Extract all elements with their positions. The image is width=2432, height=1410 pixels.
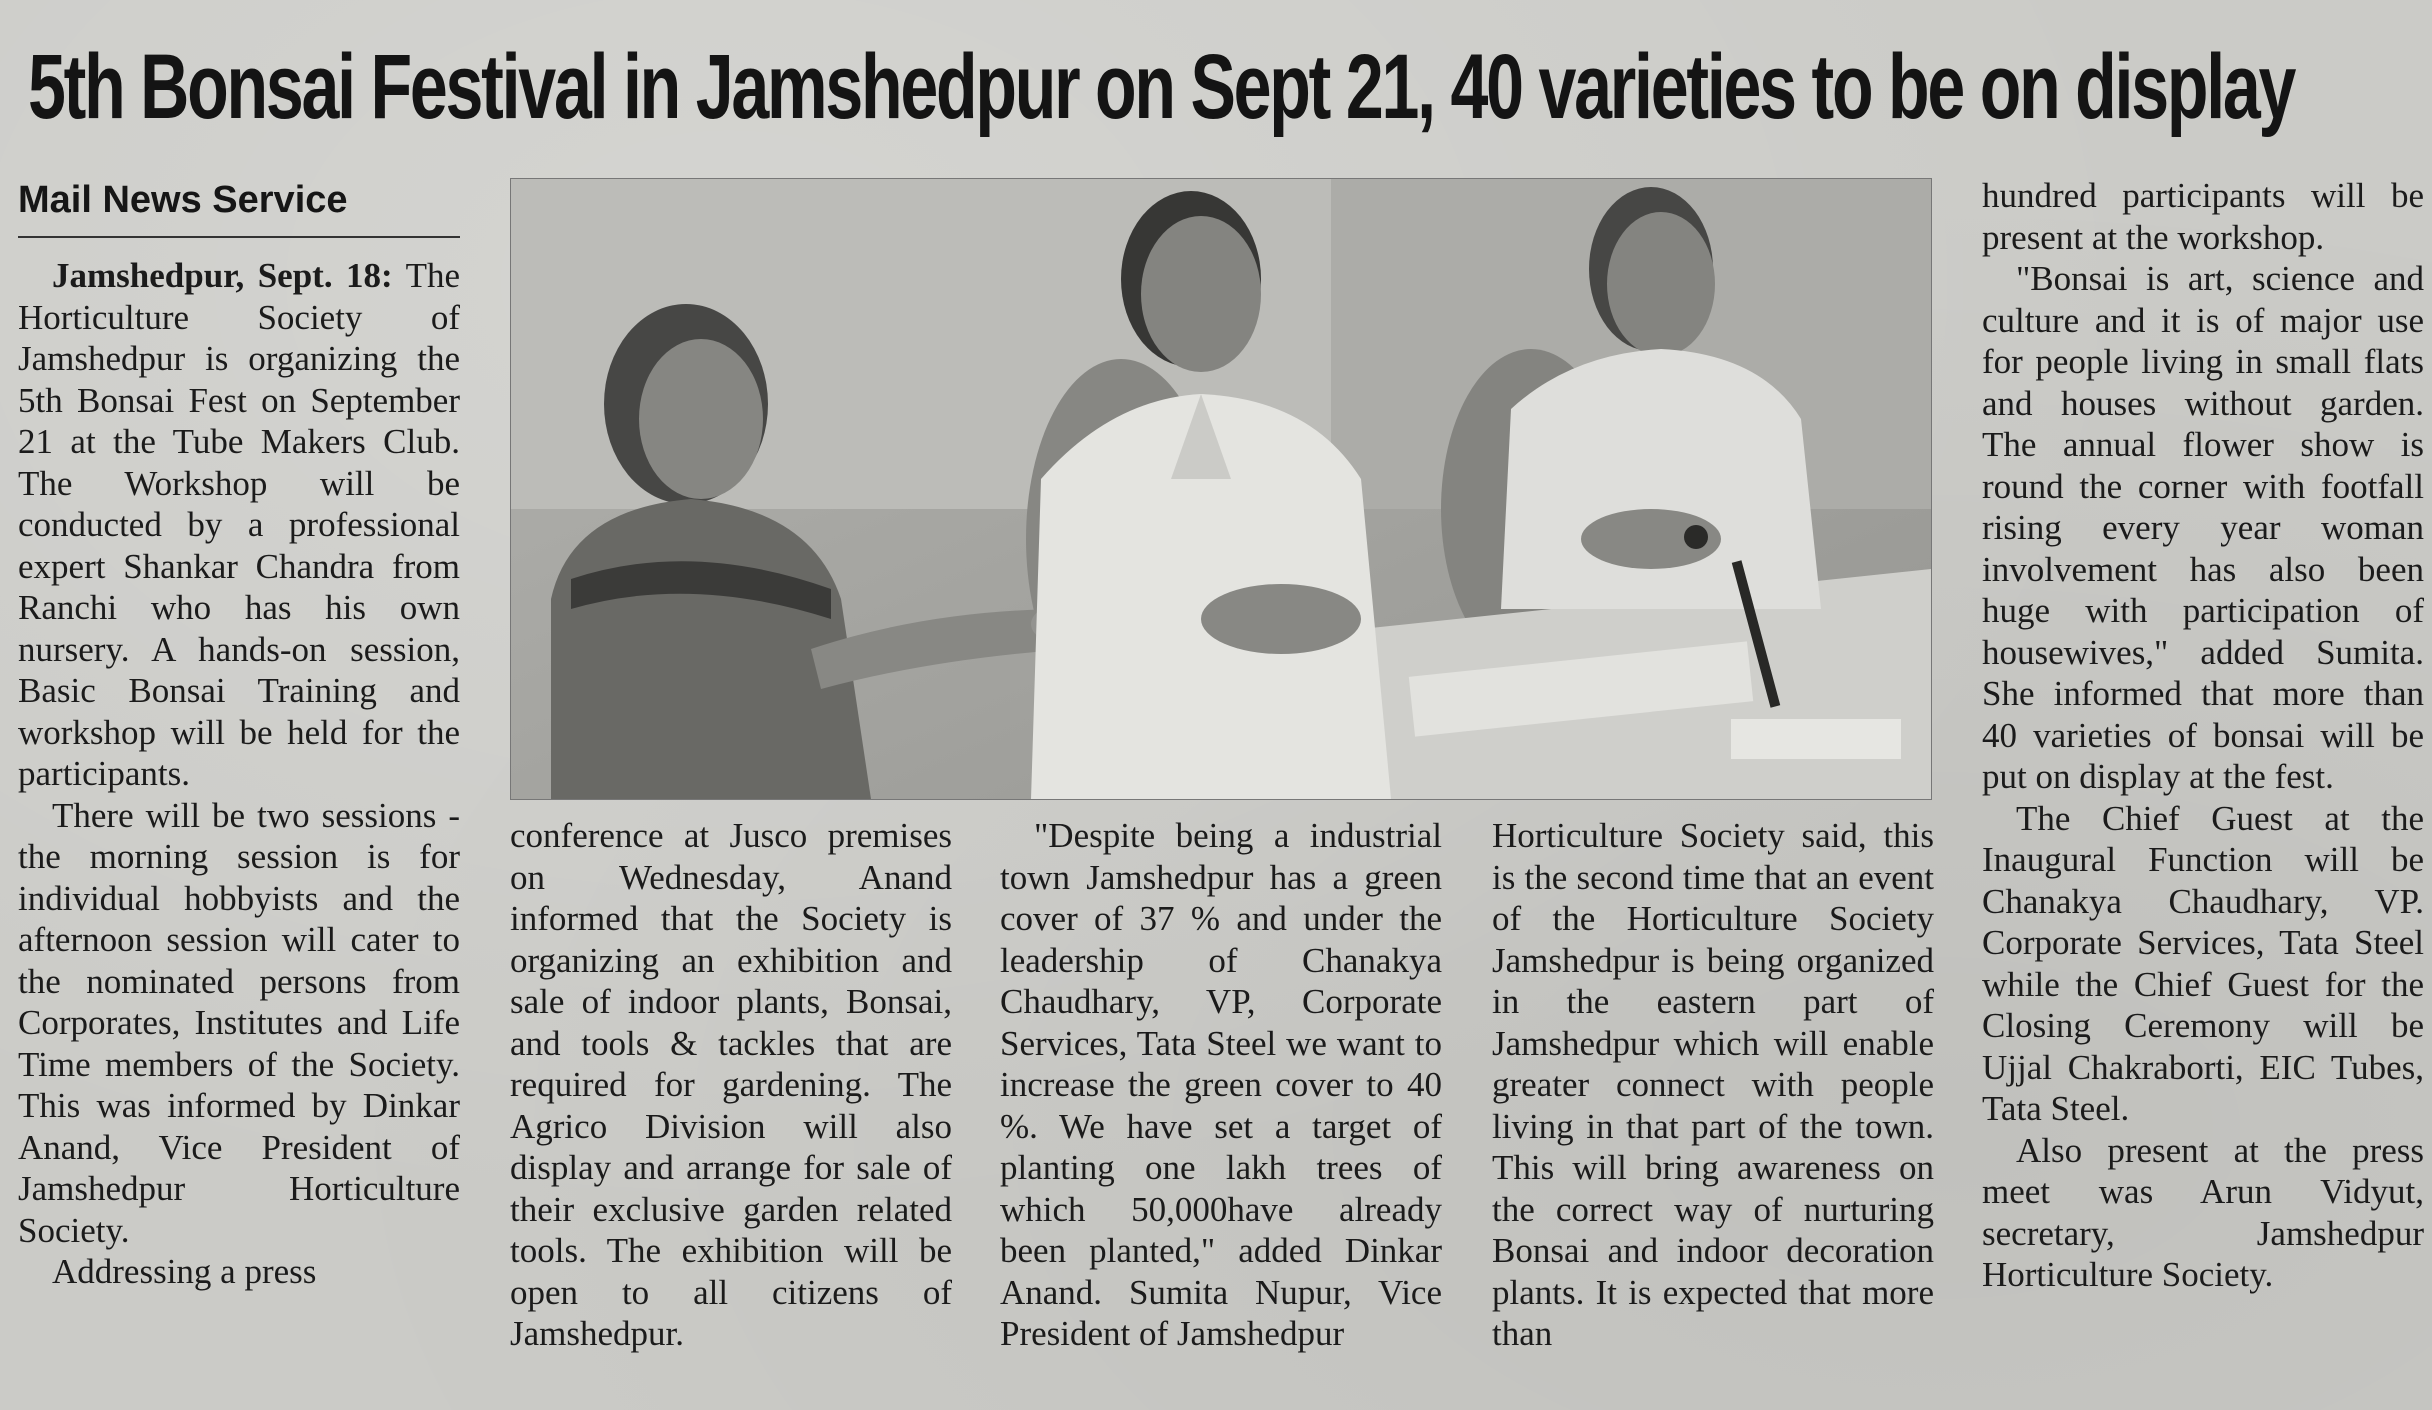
paragraph-8: "Bonsai is art, science and culture and it is of major use for people living in small flats and houses without garden. The annual flower show is round the corner with footfall rising every year woman involvement has also been huge with participation of housewives," added Sumita. She informed that more than 40 varieties of bonsai will be put on display at the fest. [1982, 259, 2424, 796]
press-conference-photo [510, 178, 1932, 800]
paragraph-6: Horticulture Society said, this is the second time that an event of the Horticulture Society Jamshedpur is being organized in the eastern part of Jamshedpur which will enable greater connect with people living in that part of the town. This will bring awareness on the correct way of nurturing Bonsai and indoor decoration plants. It is expected that more than [1492, 816, 1934, 1353]
paragraph-9: The Chief Guest at the Inaugural Function will be Chanakya Chaudhary, VP. Corporate Services, Tata Steel while the Chief Guest for the Closing Ceremony will be Ujjal Chakraborti, EIC Tubes, Tata Steel. [1982, 798, 2424, 1128]
paragraph-3: Addressing a press [52, 1252, 317, 1291]
article-column-5 [1982, 175, 2424, 1395]
article-column-2 [510, 815, 952, 1395]
photo-illustration [511, 179, 1931, 799]
paragraph-1: The Horticulture Society of Jamshedpur is organizing the 5th Bonsai Fest on September 21 at the Tube Makers Club. The Workshop will be conducted by a professional expert Shankar Chandra from Ranchi who has his own nursery. A hands-on session, Basic Bonsai Training and workshop will be held for the participants. [18, 256, 460, 793]
headline: 5th Bonsai Festival in Jamshedpur on Sept 21, 40 varieties to be on display [28, 36, 2295, 138]
paragraph-7: hundred participants will be present at the workshop. [1982, 176, 2424, 257]
article-column-4 [1492, 815, 1934, 1395]
byline: Mail News Service [18, 179, 348, 221]
paragraph-2: There will be two sessions - the morning session is for individual hobbyists and the afternoon session will cater to the nominated persons from Corporates, Institutes and Life Time members of the Society. This was informed by Dinkar Anand, Vice President of Jamshedpur Horticulture Society. [18, 795, 460, 1250]
dateline: Jamshedpur, Sept. 18: [52, 256, 393, 295]
paragraph-5: "Despite being a industrial town Jamshedpur has a green cover of 37 % and under the leadership of Chanakya Chaudhary, VP, Corporate Services, Tata Steel we want to increase the green cover to 40 %. We have set a target of planting one lakh trees of which 50,000have already been planted," added Dinkar Anand. Sumita Nupur, Vice President of Jamshedpur [1000, 816, 1442, 1353]
article-column-3 [1000, 815, 1442, 1395]
byline-rule [18, 236, 460, 238]
paragraph-4: conference at Jusco premises on Wednesday, Anand informed that the Society is organizing an exhibition and sale of indoor plants, Bonsai, and tools & tackles that are required for gardening. The Agrico Division will also display and arrange for sale of their exclusive garden related tools. The exhibition will be open to all citizens of Jamshedpur. [510, 816, 952, 1353]
paragraph-10: Also present at the press meet was Arun Vidyut, secretary, Jamshedpur Horticulture Society. [1982, 1130, 2424, 1294]
article-column-1 [18, 255, 460, 1395]
